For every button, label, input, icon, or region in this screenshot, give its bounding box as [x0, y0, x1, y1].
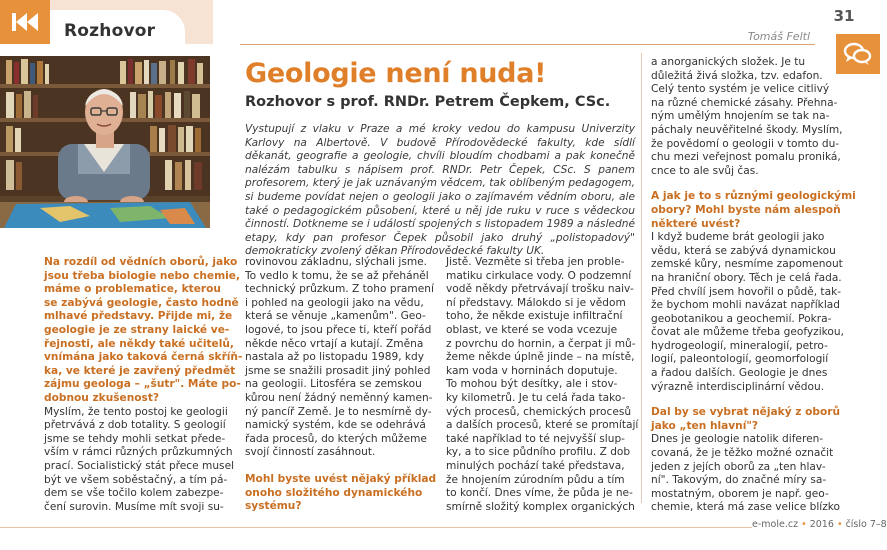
text-line: že povědomí o geologii v tomto du-	[651, 137, 840, 150]
text-line: chu mezi veřejnost pomalu proniká,	[651, 151, 841, 164]
text-line: matiku cirkulace vody. O podzemní	[446, 269, 632, 282]
text-line: že bychom mohli navázat například	[651, 299, 840, 312]
text-line: hydrogeologií, mineralogií, petro-	[651, 339, 828, 352]
text-line: Na rozdíl od vědních oborů, jako	[44, 256, 238, 268]
back-nav-button[interactable]	[0, 0, 50, 44]
interview-photo	[0, 56, 210, 228]
text-column-4	[651, 56, 856, 515]
text-line: být ve všem soběstačný, a tím pá-	[44, 473, 228, 486]
text-line: vých procesů, chemických procesů	[446, 405, 632, 418]
text-line: ný pancíř Země. Je to nesmírně dy-	[245, 405, 432, 418]
text-line: jsme se snažili prosadit jiný pohled	[245, 364, 431, 377]
text-line: a anorganických složek. Je tu	[651, 56, 806, 68]
question-1	[44, 256, 243, 406]
footer-separator: •	[801, 519, 810, 530]
text-line: logové, to jsou přece ti, kteří pořád	[245, 323, 432, 336]
column-divider	[641, 53, 642, 503]
text-line: vším v rámci různých průzkumných	[44, 446, 233, 459]
text-line: jsou třeba biologie nebo chemie,	[44, 269, 240, 282]
text-line: vodě někdy přetrvávají trošku naiv-	[446, 283, 634, 296]
text-line: páchaly neuvěřitelné škody. Myslím,	[651, 123, 843, 136]
text-line: ní představy. Málokdo si je vědom	[446, 296, 626, 309]
text-line: rovinovou základnu, slýchali jsme.	[245, 256, 428, 268]
text-line: čení surovin. Musíme mít svoji su-	[44, 500, 224, 513]
answer-1	[44, 405, 235, 515]
text-line: a dalších procesů, které se promítají	[446, 419, 639, 432]
text-line: jsme se tehdy mohli setkat přede-	[44, 432, 226, 445]
text-line: logií, paleontologií, geomorfologií	[651, 353, 829, 366]
answer-2	[446, 256, 639, 514]
text-line: svojí činností zasáhnout.	[245, 446, 376, 459]
text-line: zemské kůry, nesmíme zapomenout	[651, 258, 843, 271]
page-number: 31	[833, 7, 855, 25]
text-line: namický systém, kde se odehrává	[245, 419, 426, 432]
text-line: a řadou dalších. Geologie je dnes	[651, 367, 828, 380]
text-line: onoho složitého dynamického	[245, 486, 423, 499]
text-line: ka, ve které je zavřený předmět	[44, 364, 236, 377]
text-line: žeme někde úplně jinde – na místě,	[446, 351, 635, 364]
professor-portrait	[0, 56, 210, 228]
text-line: technický průzkum. Z toho pramení	[245, 283, 434, 296]
text-line: obory? Mohl byste nám alespoň	[651, 203, 841, 216]
section-label: Rozhovor	[64, 21, 156, 41]
text-line: systému?	[245, 500, 302, 513]
text-line: výrazně interdisciplinární vědou.	[651, 380, 825, 393]
text-line: máme o problematice, kterou	[44, 283, 221, 296]
text-line: důležitá živá složka, tzv. edafon.	[651, 69, 823, 82]
article-subtitle: Rozhovor s prof. RNDr. Petrem Čepkem, CSc.	[245, 94, 611, 110]
text-column-3	[446, 256, 639, 514]
text-line: mostatným, oborem je např. geo-	[651, 487, 829, 500]
text-line: minulých pochází také představa,	[446, 459, 625, 472]
text-line: na různé chemické zásahy. Přehna-	[651, 96, 838, 109]
header-rule	[240, 44, 815, 45]
text-line: Dal by se vybrat nějaký z oborů	[651, 406, 841, 419]
question-4	[651, 406, 841, 433]
text-line: ní". Takovým, do značné míry sa-	[651, 474, 827, 487]
text-line: jeden z jejích oborů za „ten hlav-	[651, 460, 826, 473]
skip-back-icon	[10, 11, 40, 33]
text-line: na hraniční obory. Těch je celá řada.	[651, 271, 842, 284]
text-line: se zabývá geologie, často hodně	[44, 296, 239, 309]
text-line: Před chvílí jsem hovořil o půdě, tak-	[651, 285, 842, 298]
text-line: chemie, která má zase velice blízko	[651, 501, 841, 514]
text-line: to končí. Dnes víme, že půda je ne-	[446, 487, 633, 500]
text-line: A jak je to s různými geologickými	[651, 190, 856, 203]
text-line: také například to té nejvyšší slup-	[446, 432, 626, 445]
text-line: některé uvést?	[651, 217, 741, 230]
text-line: cnce to ale svůj čas.	[651, 164, 759, 177]
text-line: která se věnuje „kamenům". Geo-	[245, 310, 426, 323]
text-line: jako „ten hlavní"?	[651, 419, 759, 432]
text-line: To vedlo k tomu, že se až přeháněl	[245, 269, 429, 282]
text-line: Celý tento systém je velice citlivý	[651, 83, 830, 96]
text-column-2	[245, 256, 437, 514]
article-lead: Vystupují z vlaku v Praze a mé kroky vedou do kampusu Univerzity Karlovy na Albertově. V budově Přírodovědecké fakulty, kde sídlí děkanát, geografie a geologie, chvíli bloudím chodbami a pak konečně nalézám tabulku s nápisem prof. RNDr. Petr Čepek, CSc. S panem profesorem, který je jak uznávaným vědcem, tak oblíbeným pedagogem, si budeme povídat nejen o geologii jako o zajímavém vědním oboru, ale také o pedagogickém působení, které u něj jde ruku v ruce s vědeckou činností. Dotkneme se i událostí spojených s listopadem 1989 a následné etapy, kdy pan profesor Čepek působil jako druhý „polistopadový" demokraticky zvolený děkan Přírodovědecké fakulty UK.	[245, 123, 635, 258]
text-line: řada procesů, do kterých můžeme	[245, 432, 427, 445]
text-line: geobotanikou a geochemií. Pokra-	[651, 312, 832, 325]
text-line: I když budeme brát geologii jako	[651, 231, 825, 244]
text-line: dobnou zkušenost?	[44, 391, 160, 404]
footer-issue: číslo 7–8	[845, 519, 887, 530]
text-line: covaná, že je těžko možné označit	[651, 447, 834, 460]
question-3	[651, 190, 856, 231]
text-line: Jistě. Vezměte si třeba jen proble-	[446, 256, 625, 268]
text-line: kůrou není žádný neměnný kamen-	[245, 391, 433, 404]
footer-separator: •	[836, 519, 846, 530]
text-line: prací. Socialistický stát přece musel	[44, 459, 235, 472]
text-line: To mohou být desítky, ale i stov-	[446, 378, 618, 391]
text-line: že hnojením zúrodním půdu a tím	[446, 473, 625, 486]
footer-rule	[0, 527, 752, 528]
text-line: řejnosti, ale někdy také učitelů,	[44, 337, 234, 350]
text-line: smírně složitý komplex organických	[446, 500, 635, 513]
text-column-1	[44, 256, 243, 514]
chat-button[interactable]	[836, 34, 880, 74]
text-line: ky kilometrů. Je tu celá řada tako-	[446, 391, 626, 404]
text-line: kam voda v horninách doputuje.	[446, 364, 618, 377]
text-line: vnímána jako taková černá skříň-	[44, 351, 243, 364]
footer	[752, 519, 887, 530]
speech-bubbles-icon	[843, 41, 873, 67]
article-title: Geologie není nuda!	[245, 58, 547, 89]
footer-site[interactable]: e-mole.cz	[752, 519, 799, 530]
text-line: geologie je ze strany laické ve-	[44, 323, 230, 336]
answer-2-continued	[651, 56, 843, 178]
text-line: někde něco vrtají a kutají. Změna	[245, 337, 424, 350]
text-line: ným umělým hnojením se tak na-	[651, 110, 830, 123]
text-line: Mohl byste uvést nějaký příklad	[245, 472, 437, 485]
text-line: Myslím, že tento postoj ke geologii	[44, 405, 228, 418]
text-line: i pohled na geologii jako na vědu,	[245, 296, 424, 309]
text-line: přetrvává z dob totality. S geologií	[44, 419, 226, 432]
text-line: toho, že někde existuje infiltrační	[446, 310, 623, 323]
answer-1-continued	[245, 256, 434, 460]
answer-4	[651, 433, 841, 515]
text-line: dem se vše točilo kolem zabezpe-	[44, 487, 224, 500]
text-line: zájmu geologa – „šutr". Máte po-	[44, 378, 241, 391]
text-line: oblast, ve které se voda vcezuje	[446, 323, 618, 336]
text-line: na geologii. Litosféra se zemskou	[245, 378, 422, 391]
question-2	[245, 472, 437, 514]
footer-year: 2016	[809, 519, 834, 530]
text-line: nastala až po listopadu 1989, kdy	[245, 351, 425, 364]
text-line: z povrchu do hornin, a čerpat ji mů-	[446, 337, 636, 350]
text-line: Dnes je geologie natolik diferen-	[651, 433, 824, 446]
text-line: čovat ale můžeme třeba geofyzikou,	[651, 326, 844, 339]
text-line: ky, a to sice půdního profilu. Z dob	[446, 446, 631, 459]
text-line: mlhavé představy. Přijde mi, že	[44, 310, 233, 323]
text-line: vědu, která se zabývá dynamickou	[651, 244, 836, 257]
answer-3	[651, 231, 844, 394]
author-name: Tomáš Feltl	[747, 30, 810, 43]
